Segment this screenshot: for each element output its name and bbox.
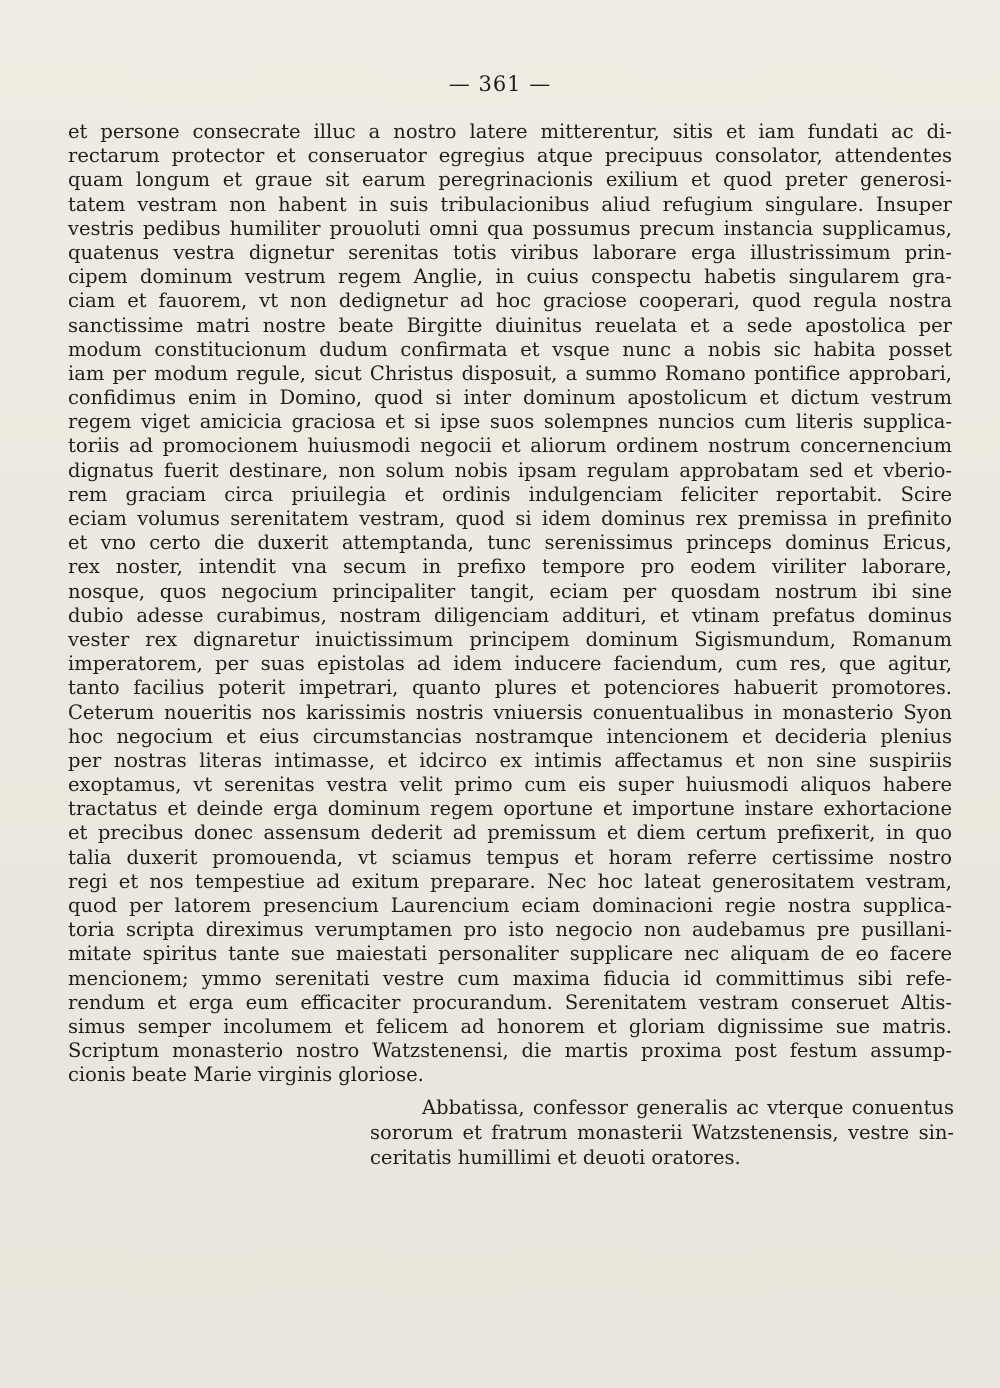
letter-body xyxy=(68,120,952,1088)
body-line: mitate spiritus tante sue maiestati personaliter supplicare nec aliquam de eo facere xyxy=(68,942,952,966)
body-line: toria scripta direximus verumptamen pro isto negocio non audebamus pre pusillani- xyxy=(68,918,952,942)
body-line: tractatus et deinde erga dominum regem oportune et importune instare exhortacione xyxy=(68,797,952,821)
body-line: nosque, quos negocium principaliter tangit, eciam per quosdam nostrum ibi sine xyxy=(68,579,952,603)
body-line: regem viget amicicia graciosa et si ipse suos solempnes nuncios cum literis supplica- xyxy=(68,410,952,434)
body-line: vestris pedibus humiliter prouoluti omni qua possumus precum instancia supplicamus, xyxy=(68,216,952,240)
body-line: ciam et fauorem, vt non dedignetur ad hoc graciose cooperari, quod regula nostra xyxy=(68,289,952,313)
body-line: per nostras literas intimasse, et idcirco ex intimis affectamus et non sine suspiriis xyxy=(68,748,952,772)
body-line: confidimus enim in Domino, quod si inter dominum apostolicum et dictum vestrum xyxy=(68,386,952,410)
body-line: vester rex dignaretur inuictissimum principem dominum Sigismundum, Romanum xyxy=(68,627,952,651)
body-line: dubio adesse curabimus, nostram diligenciam addituri, et vtinam prefatus dominus xyxy=(68,603,952,627)
body-line: Scriptum monasterio nostro Watzstenensi, die martis proxima post festum assump- xyxy=(68,1039,952,1063)
body-line: dignatus fuerit destinare, non solum nobis ipsam regulam approbatam sed et vberio- xyxy=(68,458,952,482)
signature-line: ceritatis humillimi et deuoti oratores. xyxy=(370,1146,741,1169)
body-line: iam per modum regule, sicut Christus disposuit, a summo Romano pontifice approbari, xyxy=(68,361,952,385)
body-line: regi et nos tempestiue ad exitum preparare. Nec hoc lateat generositatem vestram, xyxy=(68,869,952,893)
body-line: tanto facilius poterit impetrari, quanto plures et potenciores habuerit promotores. xyxy=(68,676,952,700)
body-line: Ceterum noueritis nos karissimis nostris vniuersis conuentualibus in monasterio Syon xyxy=(68,700,952,724)
body-line: sanctissime matri nostre beate Birgitte diuinitus reuelata et a sede apostolica per xyxy=(68,313,952,337)
body-line: quod per latorem presencium Laurencium eciam dominacioni regie nostra supplica- xyxy=(68,894,952,917)
body-line: modum constitucionum dudum confirmata et vsque nunc a nobis sic habita posset xyxy=(68,337,952,361)
body-line: cipem dominum vestrum regem Anglie, in cuius conspectu habetis singularem gra- xyxy=(68,265,952,289)
body-line: et vno certo die duxerit attemptanda, tunc serenissimus princeps dominus Ericus, xyxy=(68,531,952,555)
body-line: mencionem; ymmo serenitati vestre cum maxima fiducia id committimus sibi refe- xyxy=(68,966,952,990)
body-line: tatem vestram non habent in suis tribulacionibus aliud refugium singulare. Insuper xyxy=(68,192,952,216)
body-line: hoc negocium et eius circumstancias nostramque intencionem et decideria plenius xyxy=(68,724,952,748)
body-line: quam longum et graue sit earum peregrinacionis exilium et quod preter generosi- xyxy=(68,168,952,192)
signature-line: Abbatissa, confessor generalis ac vterque conuentus xyxy=(422,1096,954,1119)
body-line: et precibus donec assensum dederit ad premissum et diem certum prefixerit, in quo xyxy=(68,821,952,845)
body-line: quatenus vestra dignetur serenitas totis viribus laborare erga illustrissimum prin- xyxy=(68,240,952,264)
body-line: talia duxerit promouenda, vt sciamus tempus et horam referre certissime nostro xyxy=(68,845,952,869)
body-line: simus semper incolumem et felicem ad honorem et gloriam dignissime sue matris. xyxy=(68,1014,952,1038)
page-number: — 361 — xyxy=(448,72,552,96)
body-line: exoptamus, vt serenitas vestra velit primo cum eis super huiusmodi aliquos habere xyxy=(68,773,952,797)
body-line: cionis beate Marie virginis gloriose. xyxy=(68,1063,424,1087)
body-line: rectarum protector et conseruator egregius atque precipuus consolator, attendentes xyxy=(68,144,952,168)
signature-block xyxy=(370,1095,954,1170)
body-line: imperatorem, per suas epistolas ad idem inducere faciendum, cum res, que agitur, xyxy=(68,652,952,676)
body-line: eciam volumus serenitatem vestram, quod si idem dominus rex premissa in prefinito xyxy=(68,507,952,530)
signature-line: sororum et fratrum monasterii Watzstenensis, vestre sin- xyxy=(370,1121,954,1144)
body-line: et persone consecrate illuc a nostro latere mitterentur, sitis et iam fundati ac di- xyxy=(68,120,952,143)
body-line: rendum et erga eum efficaciter procurandum. Serenitatem vestram conseruet Altis- xyxy=(68,990,952,1014)
body-line: toriis ad promocionem huiusmodi negocii et aliorum ordinem nostrum concernencium xyxy=(68,434,952,458)
body-line: rem graciam circa priuilegia et ordinis indulgenciam feliciter reportabit. Scire xyxy=(68,482,952,506)
body-line: rex noster, intendit vna secum in prefixo tempore pro eodem viriliter laborare, xyxy=(68,555,952,579)
